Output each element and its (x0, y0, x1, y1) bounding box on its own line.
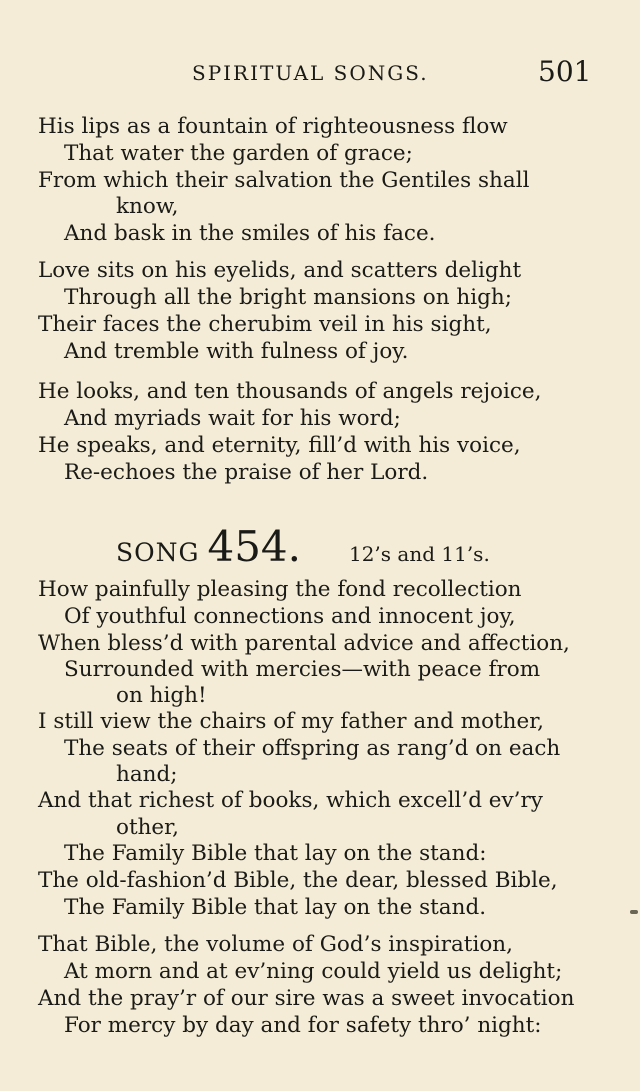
page-header (0, 55, 640, 91)
verse-line: At morn and at ev’ning could yield us delight; (64, 959, 563, 984)
verse-line: For mercy by day and for safety thro’ night: (64, 1013, 542, 1038)
verse-line: He speaks, and eternity, fill’d with his voice, (38, 433, 521, 458)
verse-line: The Family Bible that lay on the stand. (64, 895, 487, 920)
verse-line: And that richest of books, which excell’d ev’ry (38, 788, 543, 813)
verse-line: Surrounded with mercies—with peace from (64, 657, 541, 682)
song-heading (116, 522, 490, 572)
verse-line: Their faces the cherubim veil in his sight, (38, 312, 492, 337)
verse-line: How painfully pleasing the fond recollection (38, 577, 522, 602)
verse-line: hand; (116, 762, 178, 787)
verse-line: And myriads wait for his word; (64, 406, 401, 431)
running-title: SPIRITUAL SONGS. (192, 61, 429, 85)
verse-line: Love sits on his eyelids, and scatters delight (38, 258, 522, 283)
verse-line: The seats of their offspring as rang’d on each (64, 736, 561, 761)
page-number: 501 (538, 55, 592, 88)
verse-line: That water the garden of grace; (64, 141, 413, 166)
page-edge-mark (630, 910, 638, 914)
verse-line: From which their salvation the Gentiles shall (38, 168, 530, 193)
verse-line: His lips as a fountain of righteousness flow (38, 114, 508, 139)
verse-line: on high! (116, 683, 207, 708)
verse-line: And tremble with fulness of joy. (64, 339, 409, 364)
verse-line: And the pray’r of our sire was a sweet invocation (38, 986, 575, 1011)
verse-line: I still view the chairs of my father and mother, (38, 709, 544, 734)
verse-line: He looks, and ten thousands of angels rejoice, (38, 379, 542, 404)
verse-line: The Family Bible that lay on the stand: (64, 841, 487, 866)
verse-line: And bask in the smiles of his face. (64, 221, 436, 246)
verse-line: other, (116, 815, 179, 840)
song-number: 454. (207, 522, 301, 571)
song-meter: 12’s and 11’s. (348, 542, 490, 566)
verse-line: When bless’d with parental advice and affection, (38, 631, 570, 656)
verse-line: That Bible, the volume of God’s inspiration, (38, 932, 513, 957)
verse-line: know, (116, 194, 179, 219)
verse-line: Of youthful connections and innocent joy, (64, 604, 516, 629)
verse-line: Through all the bright mansions on high; (64, 285, 512, 310)
song-label: SONG (116, 538, 200, 567)
verse-line: The old-fashion’d Bible, the dear, blessed Bible, (38, 868, 558, 893)
verse-line: Re-echoes the praise of her Lord. (64, 460, 429, 485)
